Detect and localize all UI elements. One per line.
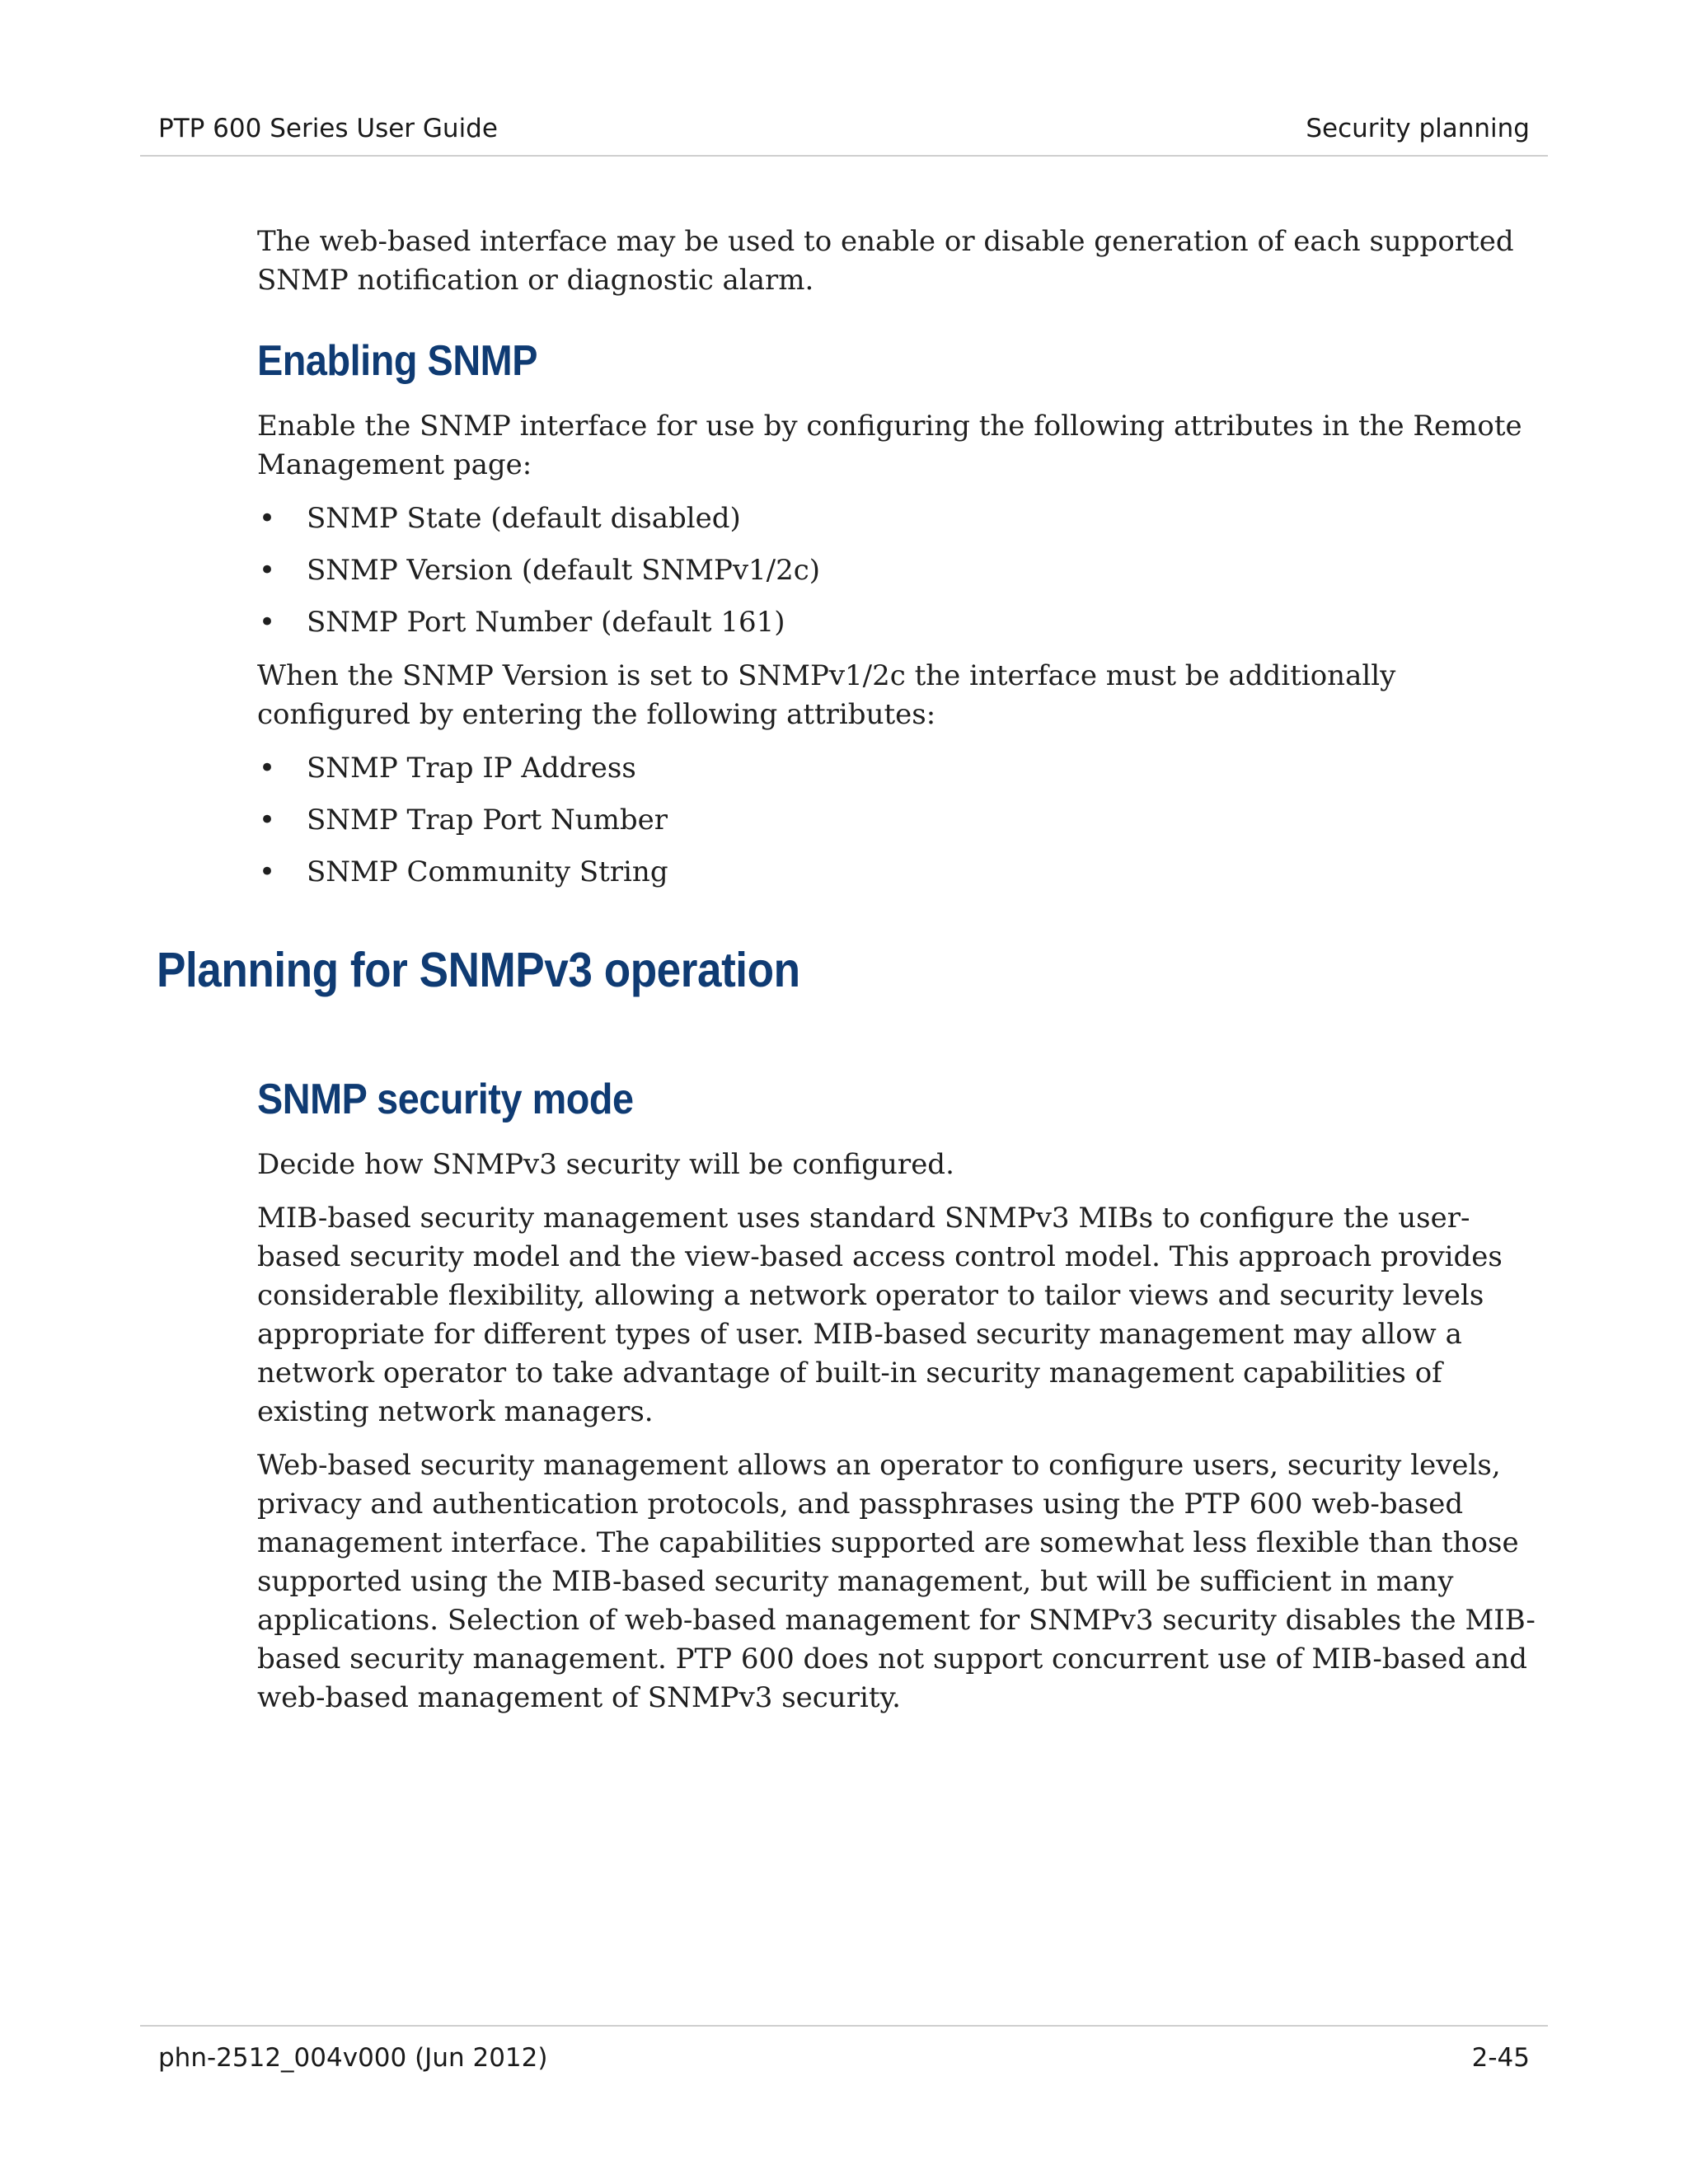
header-section-title: Security planning: [1306, 114, 1530, 143]
header-document-title: PTP 600 Series User Guide: [158, 114, 498, 143]
list-item-text: SNMP Version (default SNMPv1/2c): [307, 554, 821, 587]
list-item-text: SNMP Port Number (default 161): [307, 606, 785, 639]
list-item: [257, 749, 1551, 788]
bullet-icon: •: [259, 804, 276, 837]
bullet-icon: •: [259, 606, 276, 639]
snmpv1-config-paragraph: When the SNMP Version is set to SNMPv1/2c the interface must be additionally configured by entering the following attributes:: [257, 659, 1396, 731]
security-mode-paragraph-3: Web-based security management allows an operator to configure users, security levels, privacy and authentication protocols, and passphrases using the PTP 600 web-based management interface. The capabilities supported are somewhat less flexible than those supported using the MIB-based security management, but will be sufficient in many applications. Selection of web-based management for SNMPv3 security disables the MIB-based security management. PTP 600 does not support concurrent use of MIB-based and web-based management of SNMPv3 security.: [257, 1449, 1536, 1714]
list-item: [257, 801, 1551, 840]
list-item-text: SNMP Community String: [307, 855, 668, 888]
bullet-icon: •: [259, 752, 276, 785]
page-content: [157, 223, 1551, 1732]
snmpv1-attributes-list: [257, 749, 1551, 892]
list-item: [257, 499, 1551, 538]
snmp-attributes-list: [257, 499, 1551, 642]
footer-page-number: 2-45: [1471, 2043, 1530, 2073]
heading-enabling-snmp: Enabling SNMP: [257, 337, 537, 385]
list-item-text: SNMP State (default disabled): [307, 502, 741, 535]
bullet-icon: •: [259, 502, 276, 535]
heading-planning-snmpv3: Planning for SNMPv3 operation: [157, 943, 800, 997]
security-mode-paragraph-1: Decide how SNMPv3 security will be configured.: [257, 1148, 954, 1181]
footer-document-id: phn-2512_004v000 (Jun 2012): [158, 2043, 548, 2073]
list-item: [257, 853, 1551, 892]
enabling-snmp-paragraph: Enable the SNMP interface for use by configuring the following attributes in the Remote Management page:: [257, 410, 1522, 481]
security-mode-paragraph-2: MIB-based security management uses standard SNMPv3 MIBs to configure the user-based security model and the view-based access control model. This approach provides considerable flexibility, allowing a network operator to tailor views and security levels appropriate for different types of user. MIB-based security management may allow a network operator to take advantage of built-in security management capabilities of existing network managers.: [257, 1202, 1503, 1428]
page-header: [140, 114, 1548, 157]
heading-snmp-security-mode: SNMP security mode: [257, 1076, 634, 1123]
page-footer: [140, 2025, 1548, 2076]
list-item-text: SNMP Trap Port Number: [307, 804, 668, 837]
list-item: [257, 603, 1551, 642]
list-item: [257, 551, 1551, 590]
bullet-icon: •: [259, 855, 276, 888]
list-item-text: SNMP Trap IP Address: [307, 752, 636, 785]
bullet-icon: •: [259, 554, 276, 587]
intro-paragraph: The web-based interface may be used to enable or disable generation of each supported SNMP notification or diagnostic alarm.: [257, 225, 1514, 297]
